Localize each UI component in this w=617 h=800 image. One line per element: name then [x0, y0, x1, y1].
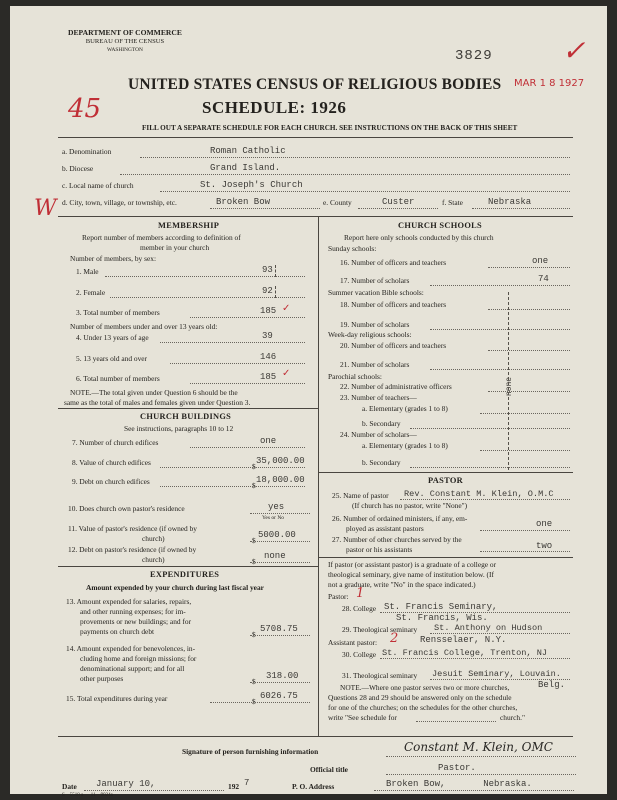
official-title-line: [386, 774, 576, 775]
q15-line: [210, 702, 310, 703]
pastor-divider: [318, 557, 573, 558]
handwritten-check-mark: ✓: [562, 34, 586, 67]
q26-value[interactable]: one: [536, 519, 553, 529]
q24b-line: [410, 467, 570, 468]
signature-value[interactable]: Constant M. Klein, OMC: [404, 740, 553, 754]
q25-label: 25. Name of pastor: [332, 491, 389, 500]
q29-value[interactable]: St. Anthony on Hudson: [434, 623, 543, 633]
q3-value[interactable]: 185: [260, 306, 277, 316]
q10-label: 10. Does church own pastor's residence: [68, 504, 185, 513]
pastor-heading: PASTOR: [428, 476, 463, 485]
buildings-sub: See instructions, paragraphs 10 to 12: [124, 424, 234, 433]
graduate-instructions-3: not a graduate, write "No" in the space indicated.): [328, 580, 476, 589]
q13-dollar-sign: $: [252, 630, 256, 639]
q11-dollar-sign: $: [252, 536, 256, 545]
q8-value[interactable]: 35,000.00: [256, 456, 305, 466]
dept-name: DEPARTMENT OF COMMERCE: [68, 28, 182, 37]
q8-label: 8. Value of church edifices: [72, 458, 151, 467]
assistant-pastor-label: Assistant pastor:: [328, 638, 378, 647]
q17-line: [430, 285, 570, 286]
signature-label: Signature of person furnishing information: [182, 747, 319, 756]
q2-value[interactable]: 92: [262, 286, 273, 296]
received-stamp: MAR 1 8 1927: [514, 78, 585, 89]
q22-line: [488, 391, 570, 392]
pastor-label: Pastor:: [328, 592, 349, 601]
q15-label: 15. Total expenditures during year: [66, 694, 168, 703]
q7-value[interactable]: one: [260, 436, 277, 446]
local-name-value[interactable]: St. Joseph's Church: [200, 180, 303, 190]
q16-value[interactable]: one: [532, 256, 549, 266]
denomination-value[interactable]: Roman Catholic: [210, 146, 286, 156]
q24-label: 24. Number of scholars—: [340, 430, 417, 439]
q9-label: 9. Debt on church edifices: [72, 477, 150, 486]
q26-line-2: ployed as assistant pastors: [346, 524, 424, 533]
graduate-instructions-1: If pastor (or assistant pastor) is a graduate of a college or: [328, 560, 497, 569]
q30-label: 30. College: [342, 650, 377, 659]
q16-line: [488, 267, 570, 268]
q22-label: 22. Number of administrative officers: [340, 382, 452, 391]
q29-label: 29. Theological seminary: [342, 625, 418, 634]
year-prefix: 192: [228, 782, 240, 791]
q15-dollar-sign: $: [252, 697, 256, 706]
form-title: UNITED STATES CENSUS OF RELIGIOUS BODIES: [128, 76, 502, 93]
q13-line-3: provements or new buildings; and for: [80, 617, 192, 626]
q14-line-1: 14. Amount expended for benevolences, in-: [66, 644, 196, 653]
diocese-label: b. Diocese: [62, 164, 94, 173]
dept-header: [68, 28, 182, 55]
q5-label: 5. 13 years old and over: [76, 354, 148, 363]
schools-sub: Report here only schools conducted by this church: [344, 233, 494, 242]
q23-label: 23. Number of teachers—: [340, 393, 417, 402]
q29-line: [430, 633, 570, 634]
graduate-instructions-2: theological seminary, give name of institution below. (If: [328, 570, 494, 579]
q9-line: [160, 486, 305, 487]
membership-note-1: NOTE.—The total given under Question 6 should be the: [70, 388, 238, 397]
pastor-note-2: Questions 28 and 29 should be answered only on the schedule: [328, 693, 512, 702]
q25-note: (If church has no pastor, write "None"): [352, 501, 468, 510]
q31-label: 31. Theological seminary: [342, 671, 418, 680]
sections-top-rule: [58, 216, 573, 217]
yes-or-no-hint: Yes or No: [262, 515, 285, 521]
q18-line: [488, 309, 570, 310]
schools-value-column-tick: [508, 292, 509, 470]
sunday-schools-label: Sunday schools:: [328, 244, 377, 253]
q23b-label: b. Secondary: [362, 419, 401, 428]
q13-line-2: and other running expenses; for im-: [80, 607, 186, 616]
q23a-label: a. Elementary (grades 1 to 8): [362, 404, 448, 413]
q12-dollar-sign: $: [252, 557, 256, 566]
po-address-value[interactable]: Broken Bow, Nebraska.: [386, 779, 532, 789]
q12-line: [250, 562, 310, 563]
city-label: d. City, town, village, or township, etc.: [62, 198, 177, 207]
signature-line: [386, 756, 576, 757]
q6-value[interactable]: 185: [260, 372, 277, 382]
city-value[interactable]: Broken Bow: [216, 197, 271, 207]
q16-label: 16. Number of officers and teachers: [340, 258, 447, 267]
handwritten-letter: W: [34, 196, 57, 221]
county-value[interactable]: Custer: [382, 197, 415, 207]
pastor-note-3: for one of the churches; on the schedules for the other churches,: [328, 703, 518, 712]
q31-value[interactable]: Jesuit Seminary, Louvain.: [432, 669, 561, 679]
bureau-name: BUREAU OF THE CENSUS: [85, 38, 165, 45]
pastor-note-1: NOTE.—Where one pastor serves two or more churches,: [340, 683, 510, 692]
schools-heading: CHURCH SCHOOLS: [398, 221, 483, 230]
q4-value[interactable]: 39: [262, 331, 273, 341]
official-title-value[interactable]: Pastor.: [438, 763, 476, 773]
q13-value[interactable]: 5708.75: [260, 624, 298, 634]
q21-label: 21. Number of scholars: [340, 360, 410, 369]
q27-line: [480, 551, 570, 552]
county-line: [358, 208, 438, 209]
membership-heading: MEMBERSHIP: [158, 221, 220, 230]
weekday-schools-label: Week-day religious schools:: [328, 330, 412, 339]
q11-line: [250, 541, 310, 542]
q20-label: 20. Number of officers and teachers: [340, 341, 447, 350]
q12-label-2: church): [142, 555, 165, 564]
q3-label: 3. Total number of members: [76, 308, 160, 317]
q23b-line: [410, 428, 570, 429]
q2-label: 2. Female: [76, 288, 106, 297]
q13-line-4: payments on church debt: [80, 627, 155, 636]
membership-note-2: same as the total of males and females given under Question 3.: [64, 398, 251, 407]
po-address-label: P. O. Address: [292, 782, 335, 791]
q17-label: 17. Number of scholars: [340, 276, 410, 285]
q19-label: 19. Number of scholars: [340, 320, 410, 329]
census-schedule-page: [10, 6, 607, 798]
state-label: f. State: [442, 198, 463, 207]
schedule-number: 3829: [455, 48, 493, 64]
pastor-mark: 1: [356, 586, 365, 601]
q11-label: 11. Value of pastor's residence (if owned by: [68, 524, 197, 533]
membership-intro-1: Report number of members according to definition of: [82, 233, 241, 242]
age-intro-label: Number of members under and over 13 years old:: [70, 322, 218, 331]
buildings-bottom-rule: [58, 566, 318, 567]
q10-value[interactable]: yes: [268, 502, 285, 512]
date-line: [84, 790, 224, 791]
diocese-value[interactable]: Grand Island.: [210, 163, 281, 173]
bureau-city: WASHINGTON: [107, 47, 143, 53]
po-address-line: [374, 790, 574, 791]
q24b-label: b. Secondary: [362, 458, 401, 467]
diocese-line: [120, 174, 570, 175]
q26-line-1: 26. Number of ordained ministers, if any, em-: [332, 514, 468, 523]
q24a-line: [480, 450, 570, 451]
sections-bottom-rule: [58, 736, 573, 737]
members-by-sex-label: Number of members, by sex:: [70, 254, 156, 263]
schools-bottom-rule: [318, 472, 573, 473]
local-name-line: [160, 191, 570, 192]
membership-bottom-rule: [58, 408, 318, 409]
q17-value[interactable]: 74: [538, 274, 549, 284]
date-label: Date: [62, 782, 77, 791]
summer-schools-label: Summer vacation Bible schools:: [328, 288, 424, 297]
membership-intro-2: member in your church: [140, 243, 210, 252]
denomination-line: [140, 157, 570, 158]
q9-dollar-sign: $: [252, 481, 256, 490]
top-rule: [58, 137, 573, 138]
q8-dollar-sign: $: [252, 462, 256, 471]
q5-value[interactable]: 146: [260, 352, 277, 362]
q14-line: [250, 682, 310, 683]
form-subtitle: SCHEDULE: 1926: [202, 98, 347, 117]
q8-line: [160, 467, 305, 468]
q28-label: 28. College: [342, 604, 377, 613]
q14-dollar-sign: $: [252, 677, 256, 686]
q1-label: 1. Male: [76, 267, 99, 276]
q6-check-icon: ✓: [282, 368, 291, 379]
q25-line: [400, 499, 570, 500]
q10-line: [250, 513, 310, 514]
q19-line: [430, 329, 570, 330]
local-name-label: c. Local name of church: [62, 181, 134, 190]
q4-line: [160, 342, 305, 343]
q1-value[interactable]: 93: [262, 265, 273, 275]
schools-none-vertical[interactable]: none: [505, 376, 515, 397]
q14-line-3: denominational support; and for all: [80, 664, 185, 673]
q28-value[interactable]: St. Francis Seminary,: [384, 602, 498, 612]
parochial-schools-label: Parochial schools:: [328, 372, 382, 381]
q12-value[interactable]: none: [264, 551, 286, 561]
q3-check-icon: ✓: [282, 303, 291, 314]
q2-tick: [275, 286, 276, 298]
q30-value[interactable]: St. Francis College, Trenton, NJ: [382, 648, 548, 658]
q30-line: [380, 658, 570, 659]
official-title-label: Official title: [310, 765, 348, 774]
form-number: S—5518 a 11—9024a: [62, 793, 113, 798]
assistant-pastor-mark: 2: [390, 631, 399, 646]
q11-value[interactable]: 5000.00: [258, 530, 296, 540]
q14-value[interactable]: 318.00: [266, 671, 299, 681]
q27-line-2: pastor or his assistants: [346, 545, 413, 554]
q29-value-2[interactable]: Rensselaer, N.Y.: [420, 635, 507, 645]
q4-label: 4. Under 13 years of age: [76, 333, 149, 342]
q14-line-4: other purposes: [80, 674, 124, 683]
q21-line: [430, 369, 570, 370]
pastor-note-blank: [416, 721, 496, 722]
q13-line-1: 13. Amount expended for salaries, repairs,: [66, 597, 192, 606]
county-label: e. County: [323, 198, 352, 207]
q1-tick: [275, 265, 276, 277]
q24a-label: a. Elementary (grades 1 to 8): [362, 441, 448, 450]
q27-line-1: 27. Number of other churches served by the: [332, 535, 462, 544]
city-line: [210, 208, 320, 209]
center-divider: [318, 216, 319, 736]
state-line: [472, 208, 570, 209]
q27-value[interactable]: two: [536, 541, 553, 551]
q3-line: [190, 317, 305, 318]
q20-line: [488, 350, 570, 351]
q26-line: [480, 530, 570, 531]
year-suffix[interactable]: 7: [244, 778, 250, 788]
expenditures-heading: EXPENDITURES: [150, 570, 220, 579]
buildings-heading: CHURCH BUILDINGS: [140, 412, 232, 421]
q18-label: 18. Number of officers and teachers: [340, 300, 447, 309]
pastor-note-5: church.": [500, 713, 525, 722]
q11-label-2: church): [142, 534, 165, 543]
q9-value[interactable]: 18,000.00: [256, 475, 305, 485]
q6-label: 6. Total number of members: [76, 374, 160, 383]
q31-value-2[interactable]: Belg.: [538, 680, 566, 690]
q5-line: [170, 363, 305, 364]
q28-value-2[interactable]: St. Francis, Wis.: [396, 613, 488, 623]
q14-line-2: cluding home and foreign missions; for: [80, 654, 197, 663]
expenditures-sub: Amount expended by your church during last fiscal year: [86, 583, 264, 592]
handwritten-number: 45: [68, 94, 102, 124]
q7-line: [190, 447, 305, 448]
q13-line: [250, 635, 310, 636]
q6-line: [190, 383, 305, 384]
q23a-line: [480, 413, 570, 414]
q15-value[interactable]: 6026.75: [260, 691, 298, 701]
q7-label: 7. Number of church edifices: [72, 438, 159, 447]
q12-label: 12. Debt on pastor's residence (if owned by: [68, 545, 197, 554]
date-value[interactable]: January 10,: [96, 779, 156, 789]
denomination-label: a. Denomination: [62, 147, 112, 156]
pastor-note-4: write "See schedule for: [328, 713, 397, 722]
state-value[interactable]: Nebraska: [488, 197, 532, 207]
form-instructions: FILL OUT A SEPARATE SCHEDULE FOR EACH CHURCH. SEE INSTRUCTIONS ON THE BACK OF THIS SHEET: [142, 124, 518, 132]
q25-value[interactable]: Rev. Constant M. Klein, O.M.C: [404, 489, 554, 499]
